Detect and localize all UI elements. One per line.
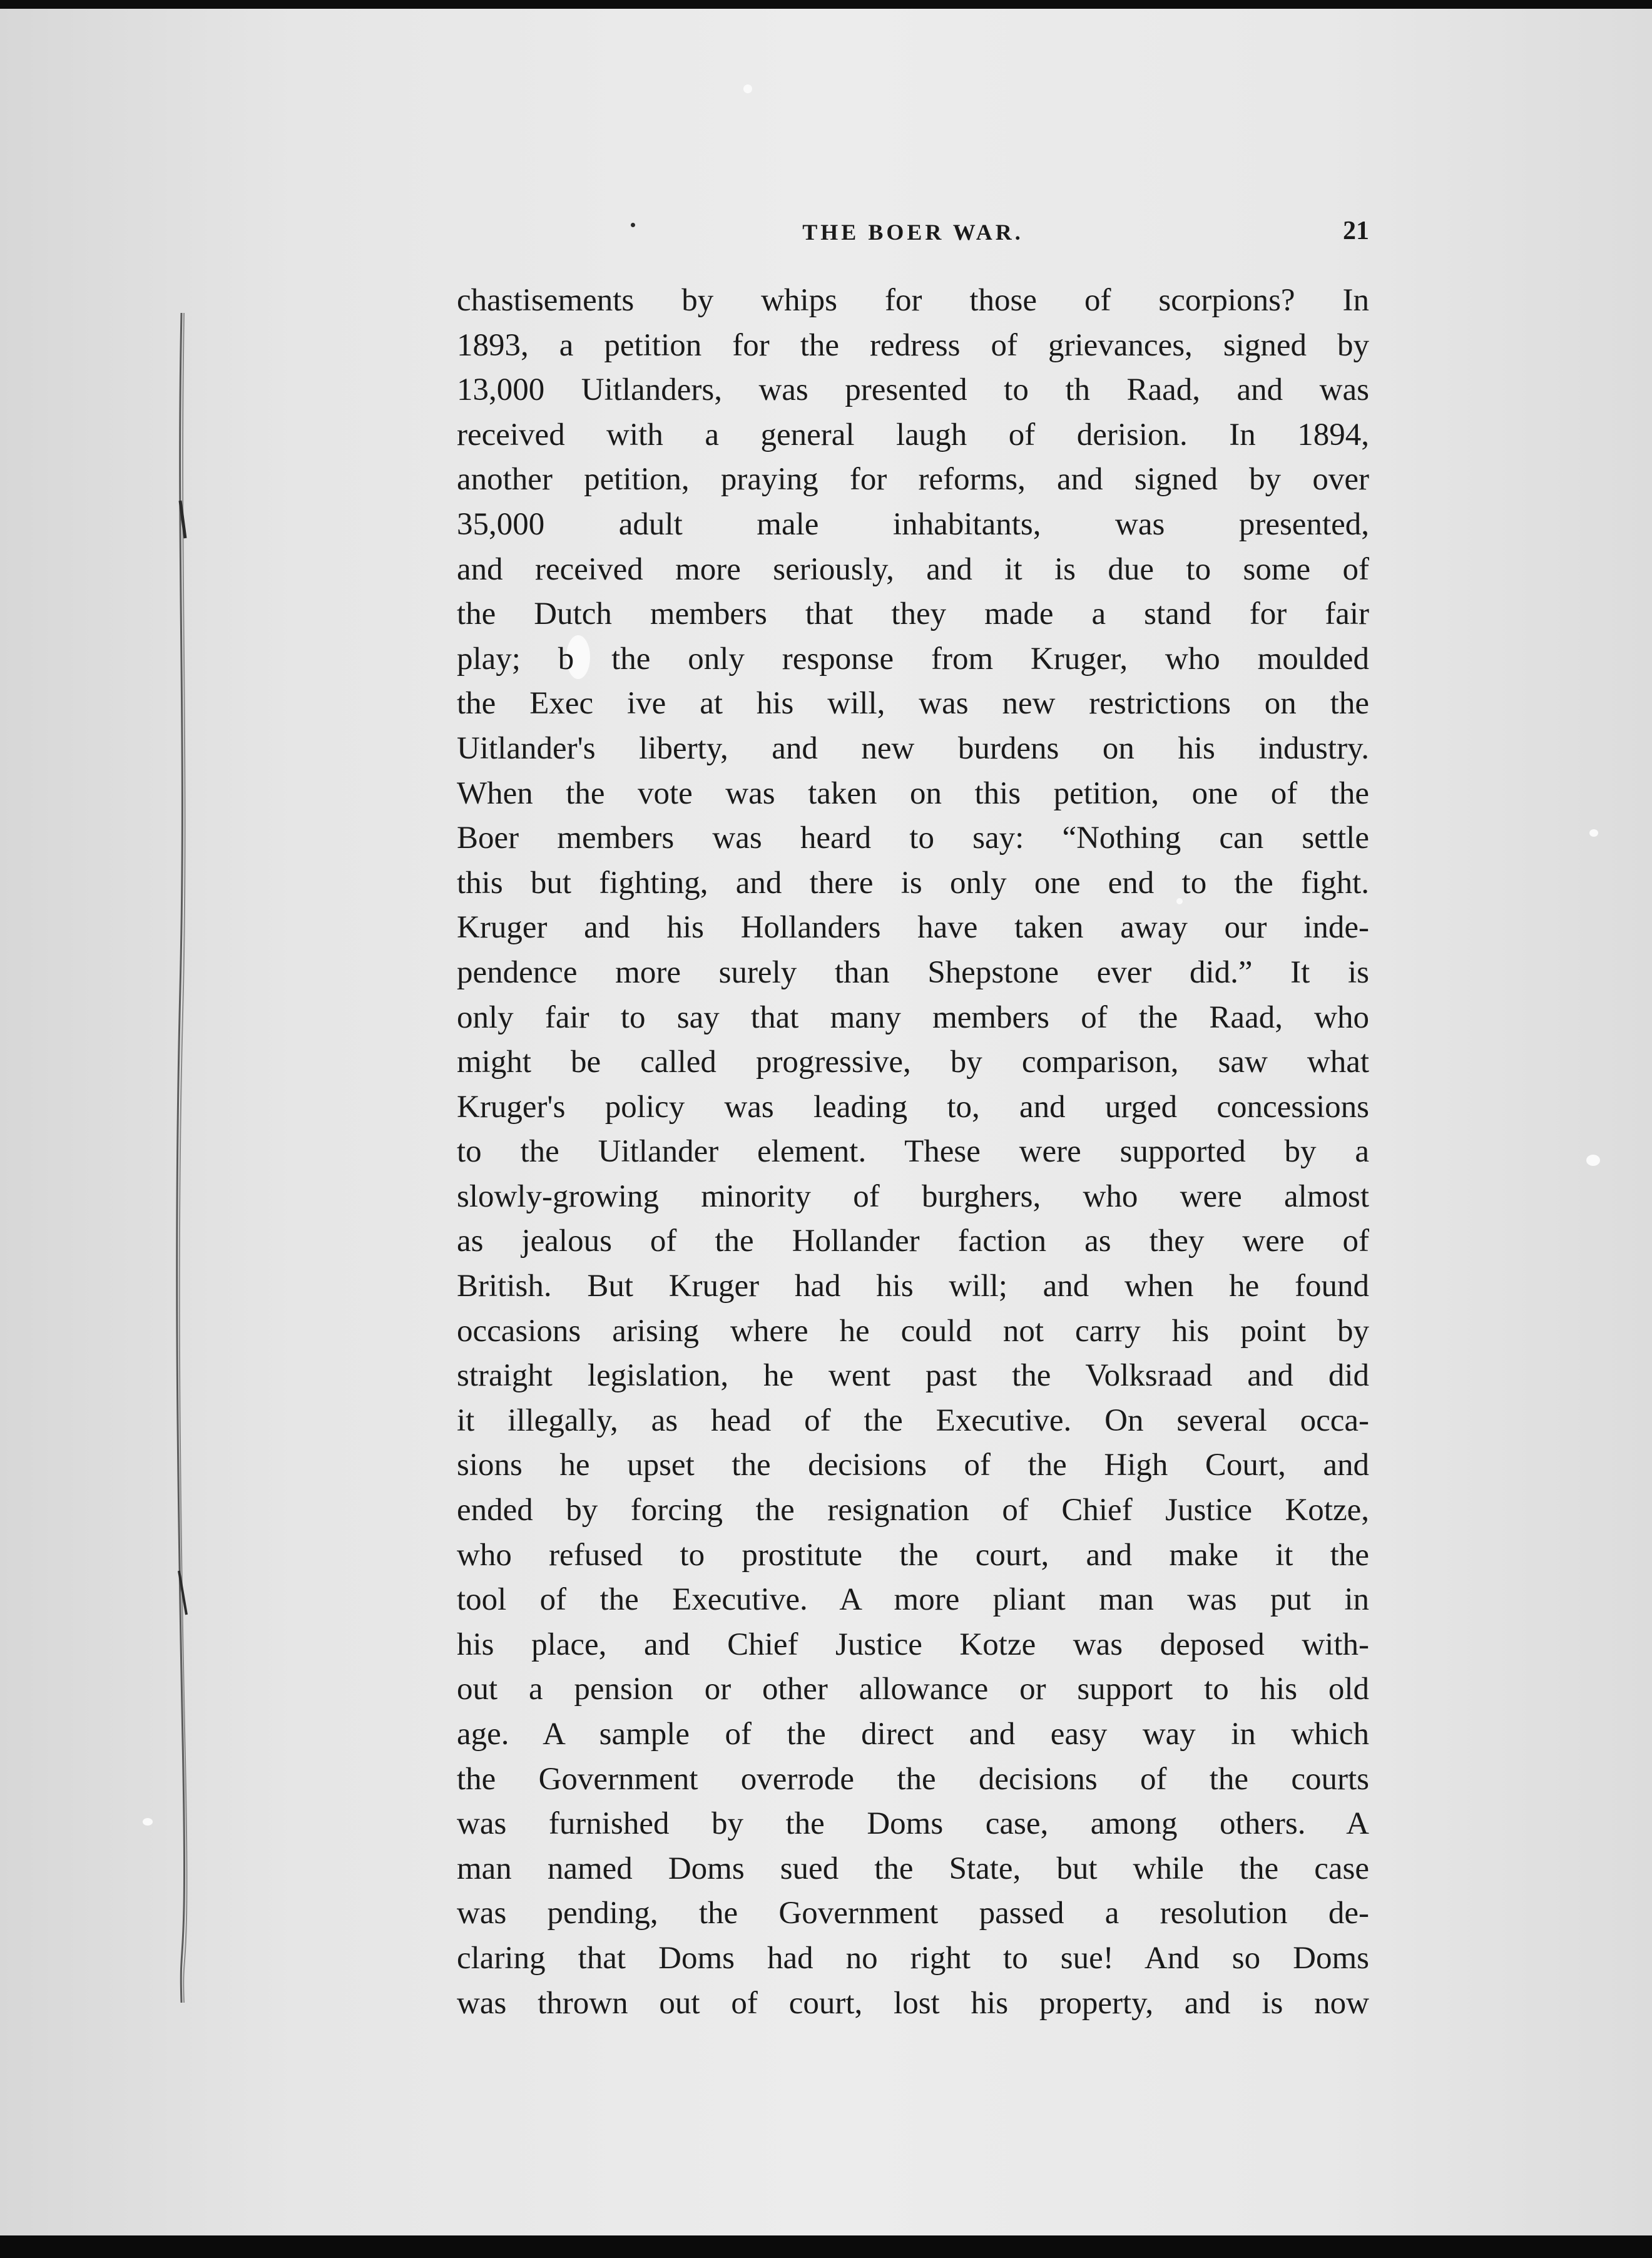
text-line: and received more seriously, and it is due to some of: [457, 551, 1369, 587]
text-line: claring that Doms had no right to sue! And so Doms: [457, 1940, 1369, 1976]
text-line: 35,000 adult male inhabitants, was presented,: [457, 506, 1369, 542]
text-line: play; b the only response from Kruger, who moulded: [457, 641, 1369, 677]
text-line: his place, and Chief Justice Kotze was deposed with-: [457, 1627, 1369, 1662]
scan-speck: [1589, 829, 1598, 837]
text-line: received with a general laugh of derision. In 1894,: [457, 417, 1369, 452]
scan-speck: [143, 1818, 153, 1826]
text-line: who refused to prostitute the court, and make it the: [457, 1537, 1369, 1573]
text-line: slowly-growing minority of burghers, who were almost: [457, 1178, 1369, 1214]
text-line: another petition, praying for reforms, and signed by over: [457, 462, 1369, 498]
text-line: chastisements by whips for those of scorpions? In: [457, 283, 1369, 318]
text-line: age. A sample of the direct and easy way in which: [457, 1717, 1369, 1752]
text-line: sions he upset the decisions of the High Court, and: [457, 1448, 1369, 1483]
text-line: to the Uitlander element. These were supported by a: [457, 1134, 1369, 1170]
text-line: the Exec ive at his will, was new restrictions on the: [457, 686, 1369, 722]
text-line: as jealous of the Hollander faction as they were of: [457, 1224, 1369, 1259]
text-line: was furnished by the Doms case, among others. A: [457, 1806, 1369, 1842]
text-line: tool of the Executive. A more pliant man was put in: [457, 1582, 1369, 1618]
text-line: When the vote was taken on this petition, one of the: [457, 775, 1369, 811]
text-line: 1893, a petition for the redress of grievances, signed by: [457, 327, 1369, 363]
body-text: [457, 278, 1369, 2026]
text-line: 13,000 Uitlanders, was presented to th Raad, and was: [457, 372, 1369, 408]
binding-thread: [169, 300, 194, 2015]
text-line: this but fighting, and there is only one end to the fight.: [457, 865, 1369, 901]
text-line: the Dutch members that they made a stand for fair: [457, 596, 1369, 632]
text-line: Kruger's policy was leading to, and urged concessions: [457, 1089, 1369, 1125]
text-line: the Government overrode the decisions of the courts: [457, 1761, 1369, 1797]
text-line: was thrown out of court, lost his property, and is now: [457, 1985, 1369, 2021]
text-line: man named Doms sued the State, but while the case: [457, 1851, 1369, 1886]
text-line: Kruger and his Hollanders have taken away our inde-: [457, 910, 1369, 946]
scan-bottom-border: [0, 2235, 1652, 2258]
text-line: might be called progressive, by comparison, saw what: [457, 1045, 1369, 1080]
text-line: Uitlander's liberty, and new burdens on his industry.: [457, 730, 1369, 766]
scan-top-border: [0, 0, 1652, 9]
running-head: [457, 217, 1369, 254]
text-line: occasions arising where he could not carry his point by: [457, 1313, 1369, 1349]
text-line: Boer members was heard to say: “Nothing can settle: [457, 820, 1369, 856]
text-line: British. But Kruger had his will; and when he found: [457, 1269, 1369, 1304]
text-line: was pending, the Government passed a resolution de-: [457, 1896, 1369, 1931]
scan-speck: [1586, 1155, 1600, 1166]
running-head-title: THE BOER WAR.: [802, 220, 1024, 245]
text-line: straight legislation, he went past the Volksraad and did: [457, 1358, 1369, 1394]
text-line: it illegally, as head of the Executive. On several occa-: [457, 1402, 1369, 1438]
text-line: only fair to say that many members of the Raad, who: [457, 999, 1369, 1035]
text-line: pendence more surely than Shepstone ever did.” It is: [457, 954, 1369, 990]
text-line: out a pension or other allowance or support to his old: [457, 1672, 1369, 1707]
text-line: ended by forcing the resignation of Chief Justice Kotze,: [457, 1493, 1369, 1528]
scan-speck: [743, 84, 752, 93]
page-number: 21: [1343, 217, 1369, 245]
